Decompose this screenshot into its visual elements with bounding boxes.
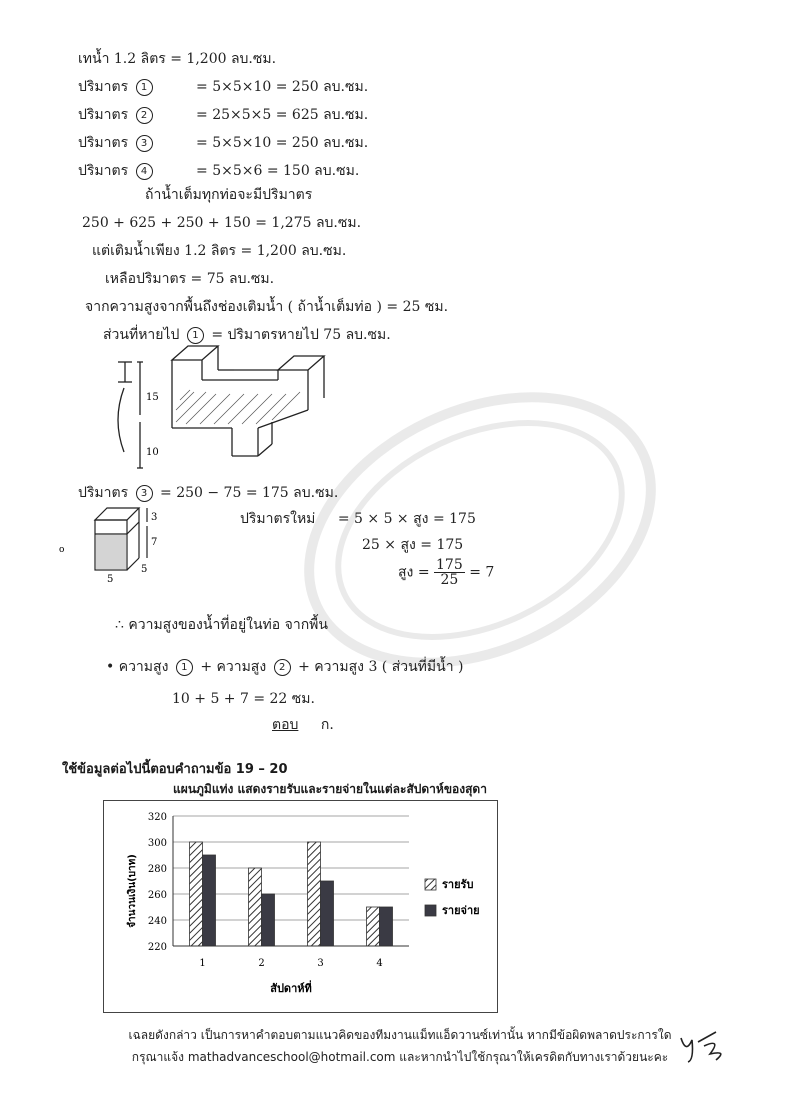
remain-line: เหลือปริมาตร = 75 ลบ.ซม.: [105, 271, 275, 287]
circle-number-4: 4: [136, 163, 153, 180]
answer-value: ก.: [320, 717, 334, 733]
x-tick-label: 3: [317, 958, 324, 969]
y-tick-label: 320: [147, 812, 167, 823]
sum-line: 250 + 625 + 250 + 150 = 1,275 ลบ.ซม.: [82, 215, 362, 231]
bar-week-3-income: [308, 842, 321, 946]
new-volume-eq2: 25 × สูง = 175: [362, 537, 464, 553]
fraction-175-25: $\frac{175}{25}$: [436, 557, 463, 588]
bar-week-4-income: [367, 907, 380, 946]
circle-number-3b: 3: [136, 485, 153, 502]
circle-number-h2: 2: [274, 659, 291, 676]
bar-week-2-expense: [262, 894, 275, 946]
legend-label-expense: รายจ่าย: [442, 904, 480, 917]
circle-number-3: 3: [136, 135, 153, 152]
full-volume-title: ถ้าน้ำเต็มทุกท่อจะมีปริมาตร: [145, 187, 313, 203]
fill-line: แต่เติมน้ำเพียง 1.2 ลิตร = 1,200 ลบ.ซม.: [92, 243, 347, 259]
circle-number-lost: 1: [187, 327, 204, 344]
box-height-3-label: 3: [151, 512, 158, 523]
therefore-line: ∴ ความสูงของน้ำที่อยู่ในท่อ จากพื้น: [115, 617, 328, 633]
bar-week-2-income: [249, 868, 262, 946]
answer-label: ตอบ: [272, 717, 299, 733]
signature-mark: [676, 1024, 736, 1064]
answer-line: [272, 714, 334, 736]
height-result-line: 10 + 5 + 7 = 22 ซม.: [172, 691, 315, 707]
circle-number-1: 1: [136, 79, 153, 96]
y-tick-label: 300: [147, 838, 167, 849]
chart-title: แผนภูมิแท่ง แสดงรายรับและรายจ่ายในแต่ละสัปดาห์ของสุดา: [173, 782, 487, 796]
legend-label-income: รายรับ: [442, 878, 474, 891]
footer-line-1: เฉลยดังกล่าว เป็นการหาคำตอบตามแนวคิดของทีมงานแม็ทแอ็ดวานซ์เท่านั้น หากมีข้อผิดพลาดประการใด: [128, 1028, 672, 1042]
bar-chart: [103, 800, 498, 1013]
y-tick-label: 240: [147, 916, 167, 927]
box-width-5-label: 5: [107, 574, 114, 585]
height-sum-line: • ความสูง 1 + ความสูง 2 + ความสูง 3 ( ส่วนที่มีน้ำ ): [106, 659, 464, 675]
legend-swatch-expense: [425, 905, 436, 916]
lost-line: ส่วนที่หายไป 1 = ปริมาตรหายไป 75 ลบ.ซม.: [103, 327, 391, 343]
y-tick-label: 260: [147, 890, 167, 901]
box-diagram: [55, 500, 175, 585]
box-depth-5-label: 5: [141, 564, 148, 575]
solution-line-pour: เทน้ำ 1.2 ลิตร = 1,200 ลบ.ซม.: [78, 51, 277, 67]
section-title: ใช้ข้อมูลต่อไปนี้ตอบคำถามข้อ 19 – 20: [62, 762, 288, 777]
x-axis-label: สัปดาห์ที่: [270, 982, 312, 995]
bar-week-1-expense: [203, 855, 216, 946]
legend-swatch-income: [425, 879, 436, 890]
chart-frame: [104, 801, 498, 1013]
bar-week-4-expense: [380, 907, 393, 946]
circle-number-h1: 1: [176, 659, 193, 676]
dimension-15-label: 15: [146, 392, 159, 403]
volume-row-3: ปริมาตร 3 = 5×5×10 = 250 ลบ.ซม.: [78, 135, 369, 151]
bar-week-1-income: [190, 842, 203, 946]
bar-week-3-expense: [321, 881, 334, 946]
y-axis-label: จำนวนเงิน(บาท): [127, 854, 138, 928]
x-tick-label: 4: [376, 958, 383, 969]
volume3-result-line: ปริมาตร 3 = 250 − 75 = 175 ลบ.ซม.: [78, 485, 339, 501]
x-tick-label: 1: [199, 958, 206, 969]
x-tick-label: 2: [258, 958, 265, 969]
volume-row-1: ปริมาตร 1 = 5×5×10 = 250 ลบ.ซม.: [78, 79, 369, 95]
dimension-10-label: 10: [146, 447, 159, 458]
box-height-7-label: 7: [151, 537, 158, 548]
box-o-label: o: [59, 545, 65, 555]
y-tick-label: 280: [147, 864, 167, 875]
new-volume-line: ปริมาตรใหม่ = 5 × 5 × สูง = 175: [240, 511, 476, 527]
y-tick-label: 220: [147, 942, 167, 953]
volume-row-4: ปริมาตร 4 = 5×5×6 = 150 ลบ.ซม.: [78, 163, 360, 179]
volume-row-2: ปริมาตร 2 = 25×5×5 = 625 ลบ.ซม.: [78, 107, 369, 123]
new-volume-eq3: สูง = $\frac{175}{25}$ = 7: [398, 557, 495, 588]
circle-number-2: 2: [136, 107, 153, 124]
footer-line-2: กรุณาแจ้ง mathadvanceschool@hotmail.com และหากนำไปใช้กรุณาให้เครดิตกับทางเราด้วยนะคะ: [131, 1050, 669, 1064]
height-line: จากความสูงจากพื้นถึงช่องเติมน้ำ ( ถ้าน้ำเต็มท่อ ) = 25 ซม.: [85, 299, 449, 315]
pipe-shape-diagram: [110, 340, 350, 475]
